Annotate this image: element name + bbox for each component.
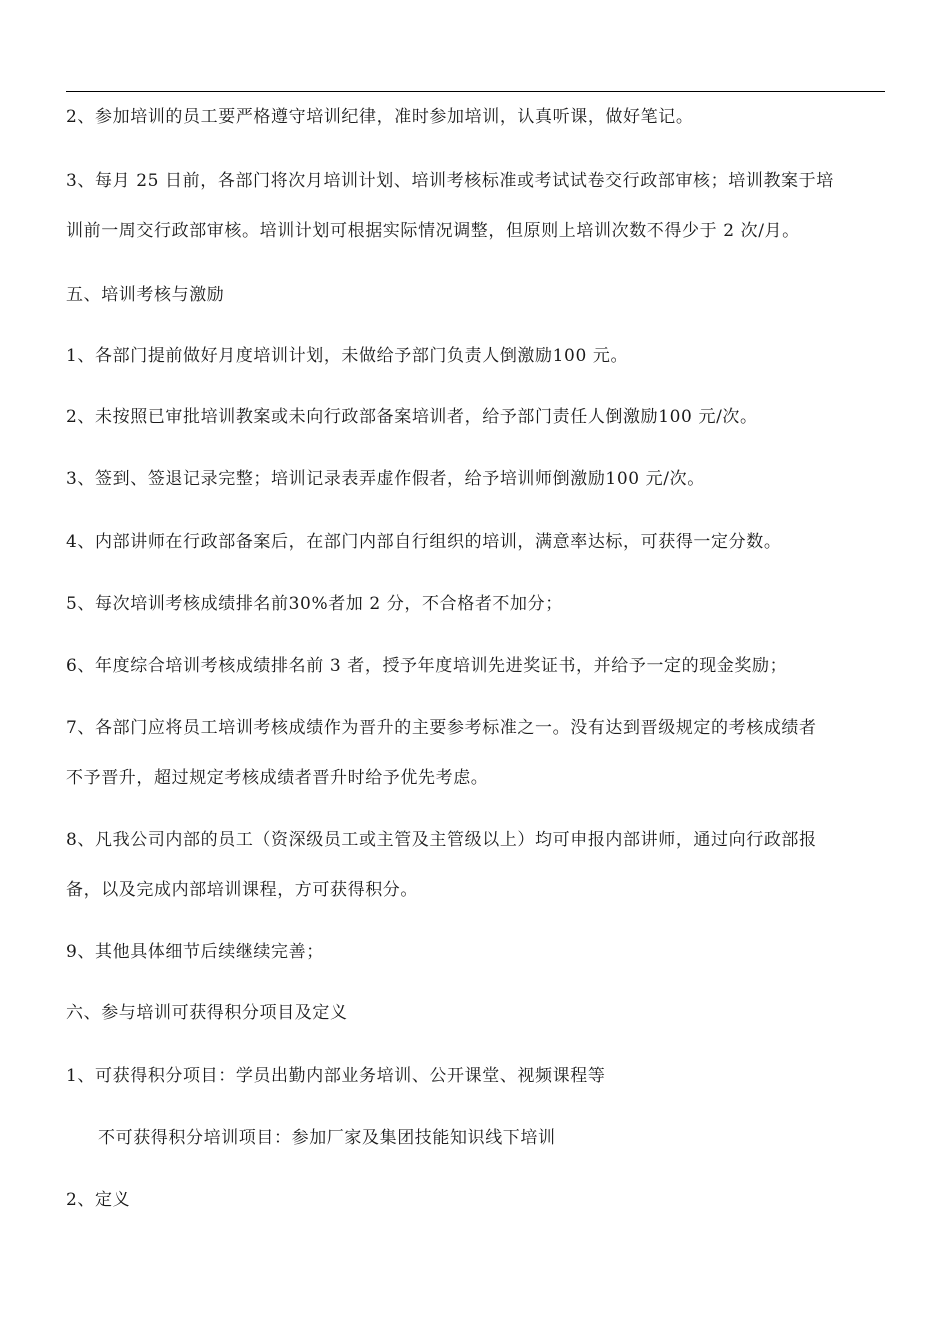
text-line-item-1: 1、各部门提前做好月度培训计划，未做给予部门负责人倒激励100 元。 [66, 346, 629, 366]
text-line-item-4: 4、内部讲师在行政部备案后，在部门内部自行组织的培训，满意率达标，可获得一定分数。 [66, 532, 782, 552]
text-line-rule-3-cont: 训前一周交行政部审核。培训计划可根据实际情况调整，但原则上培训次数不得少于 2 次/月。 [66, 221, 800, 241]
text-line-item-6: 6、年度综合培训考核成绩排名前 3 者，授予年度培训先进奖证书，并给予一定的现金奖励； [66, 656, 788, 676]
text-line-item-2: 2、未按照已审批培训教案或未向行政部备案培训者，给予部门责任人倒激励100 元/次。 [66, 407, 758, 427]
section-heading-5: 五、培训考核与激励 [66, 285, 225, 305]
text-line-item-8-cont: 备，以及完成内部培训课程，方可获得积分。 [66, 880, 418, 900]
text-line-item-8: 8、凡我公司内部的员工（资深级员工或主管及主管级以上）均可申报内部讲师，通过向行政部报 [66, 830, 817, 850]
text-line-item-5: 5、每次培训考核成绩排名前30%者加 2 分，不合格者不加分； [66, 594, 563, 614]
text-line-item-7-cont: 不予晋升，超过规定考核成绩者晋升时给予优先考虑。 [66, 768, 489, 788]
text-line-points-item-1: 1、可获得积分项目：学员出勤内部业务培训、公开课堂、视频课程等 [66, 1066, 606, 1086]
text-line-item-3: 3、签到、签退记录完整；培训记录表弄虚作假者，给予培训师倒激励100 元/次。 [66, 469, 705, 489]
text-line-rule-3: 3、每月 25 日前，各部门将次月培训计划、培训考核标准或考试试卷交行政部审核；培训教案于培 [66, 171, 834, 191]
text-line-item-7: 7、各部门应将员工培训考核成绩作为晋升的主要参考标准之一。没有达到晋级规定的考核成绩者 [66, 718, 817, 738]
section-heading-6: 六、参与培训可获得积分项目及定义 [66, 1003, 348, 1023]
text-line-item-9: 9、其他具体细节后续继续完善； [66, 942, 324, 962]
text-line-points-item-2: 2、定义 [66, 1190, 131, 1210]
text-line-points-exclusion: 不可获得积分培训项目：参加厂家及集团技能知识线下培训 [98, 1128, 556, 1148]
header-rule [66, 91, 885, 92]
text-line-rule-2: 2、参加培训的员工要严格遵守培训纪律，准时参加培训，认真听课，做好笔记。 [66, 107, 694, 127]
